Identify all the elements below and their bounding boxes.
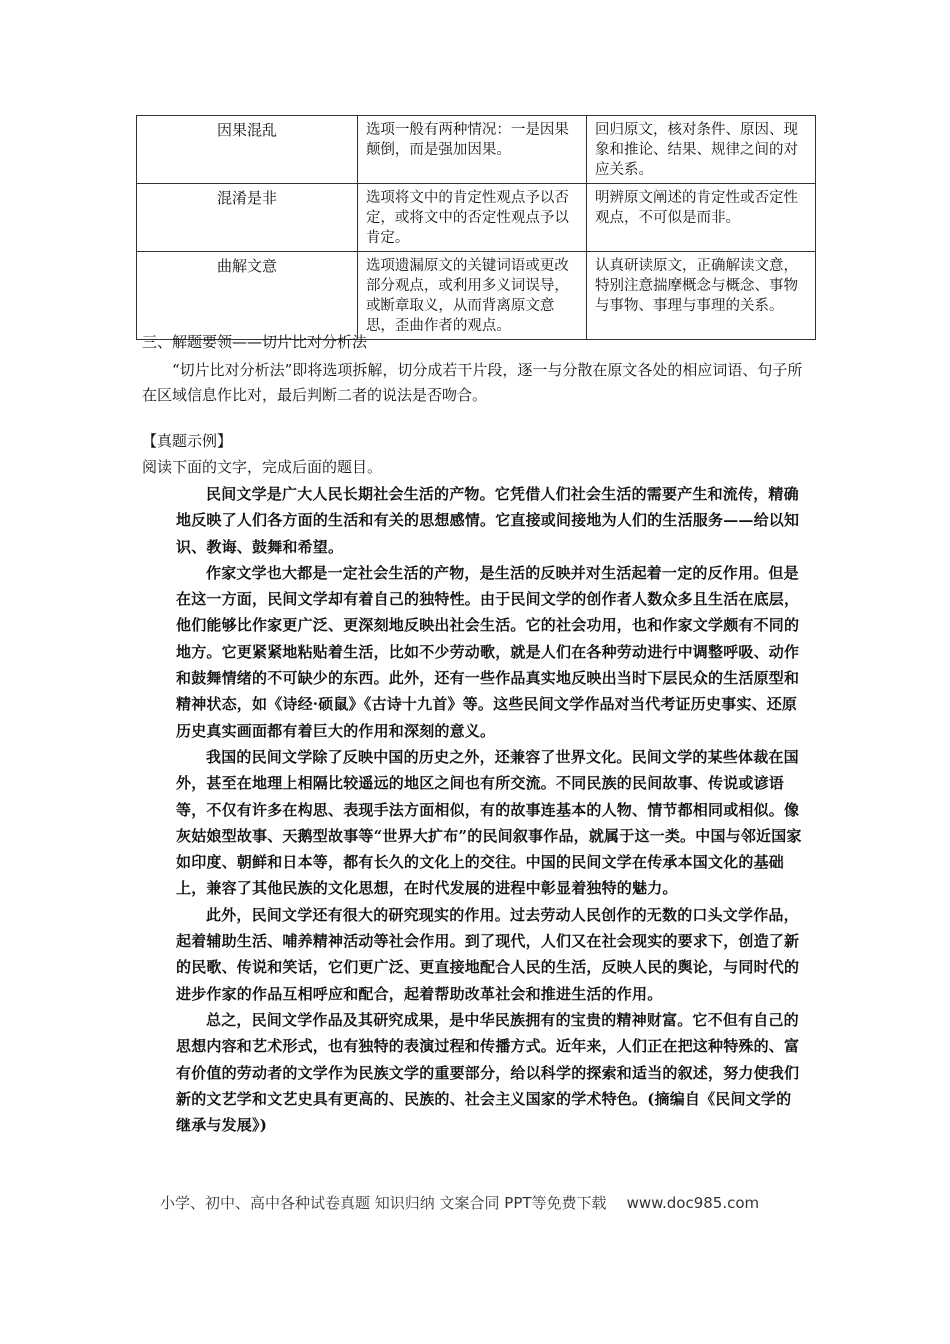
footer-url[interactable]: www.doc985.com [626,1194,760,1212]
method-description: “切片比对分析法”即将选项拆解，切分成若干片段，逐一与分散在原文各处的相应词语、句子所在区域信息作比对，最后判断二者的说法是否吻合。 [142,361,803,404]
table-row [137,184,816,252]
solution-method-cell: 回归原文，核对条件、原因、现象和推论、结果、规律之间的对应关系。 [586,116,815,184]
reading-passage [176,481,802,1138]
passage-paragraph: 我国的民间文学除了反映中国的历史之外，还兼容了世界文化。民间文学的某些体裁在国外，甚至在地理上相隔比较遥远的地区之间也有所交流。不同民族的民间故事、传说或谚语等，不仅有许多在构思、表现手法方面相似，有的故事连基本的人物、情节都相同或相似。像灰姑娘型故事、天鹅型故事等“世界大扩布”的民间叙事作品，就属于这一类。中国与邻近国家如印度、朝鲜和日本等，都有长久的文化上的交往。中国的民间文学在传承本国文化的基础上，兼容了其他民族的文化思想，在时代发展的进程中彰显着独特的魅力。 [176,747,802,898]
table-row [137,252,816,340]
solution-method-cell: 明辨原文阐述的肯定性或否定性观点，不可似是而非。 [586,184,815,252]
reading-instruction: 阅读下面的文字，完成后面的题目。 [142,458,383,476]
footer-text: 小学、初中、高中各种试卷真题 知识归纳 文案合同 PPT等免费下载 [160,1194,607,1212]
error-type-cell: 因果混乱 [137,116,358,184]
page-footer [160,1192,800,1213]
error-description-cell: 选项一般有两种情况：一是因果颠倒，而是强加因果。 [357,116,586,184]
table-row [137,116,816,184]
passage-paragraph: 此外，民间文学还有很大的研究现实的作用。过去劳动人民创作的无数的口头文学作品，起着辅助生活、哺养精神活动等社会作用。到了现代，人们又在社会现实的要求下，创造了新的民歌、传说和笑话，它们更广泛、更直接地配合人民的生活，反映人民的舆论，与同时代的进步作家的作品互相呼应和配合，起着帮助改革社会和推进生活的作用。 [176,905,800,1003]
solution-method-cell: 认真研读原文，正确解读文意，特别注意揣摩概念与概念、事物与事物、事理与事理的关系。 [586,252,815,340]
passage-paragraph: 总之，民间文学作品及其研究成果，是中华民族拥有的宝贵的精神财富。它不但有自己的思想内容和艺术形式，也有独特的表演过程和传播方式。近年来，人们正在把这种特殊的、富有价值的劳动者的文学作为民族文学的重要部分，给以科学的探索和适当的叙述，努力使我们新的文艺学和文艺史具有更高的、民族的、社会主义国家的学术特色。(摘编自《民间文学的继承与发展》) [176,1010,800,1135]
section-heading: 三、解题要领——切片比对分析法 [142,333,368,351]
error-description-cell: 选项将文中的肯定性观点予以否定，或将文中的否定性观点予以肯定。 [357,184,586,252]
error-description-cell: 选项遗漏原文的关键词语或更改部分观点，或利用多义词误导，或断章取义，从而背离原文意思，歪曲作者的观点。 [357,252,586,340]
passage-paragraph: 民间文学是广大人民长期社会生活的产物。它凭借人们社会生活的需要产生和流传，精确地反映了人们各方面的生活和有关的思想感情。它直接或间接地为人们的生活服务——给以知识、教诲、鼓舞和希望。 [176,485,800,556]
passage-paragraph: 作家文学也大都是一定社会生活的产物，是生活的反映并对生活起着一定的反作用。但是在这一方面，民间文学却有着自己的独特性。由于民间文学的创作者人数众多且生活在底层，他们能够比作家更广泛、更深刻地反映出社会生活。它的社会功用，也和作家文学颇有不同的地方。它更紧紧地粘贴着生活，比如不少劳动歌，就是人们在各种劳动进行中调整呼吸、动作和鼓舞情绪的不可缺少的东西。此外，还有一些作品真实地反映出当时下层民众的生活原型和精神状态，如《诗经·硕鼠》《古诗十九首》等。这些民间文学作品对当代考证历史事实、还原历史真实画面都有着巨大的作用和深刻的意义。 [176,563,800,740]
error-type-cell: 曲解文意 [137,252,358,340]
error-type-table [136,115,816,340]
example-label: 【真题示例】 [142,432,233,450]
error-type-cell: 混淆是非 [137,184,358,252]
